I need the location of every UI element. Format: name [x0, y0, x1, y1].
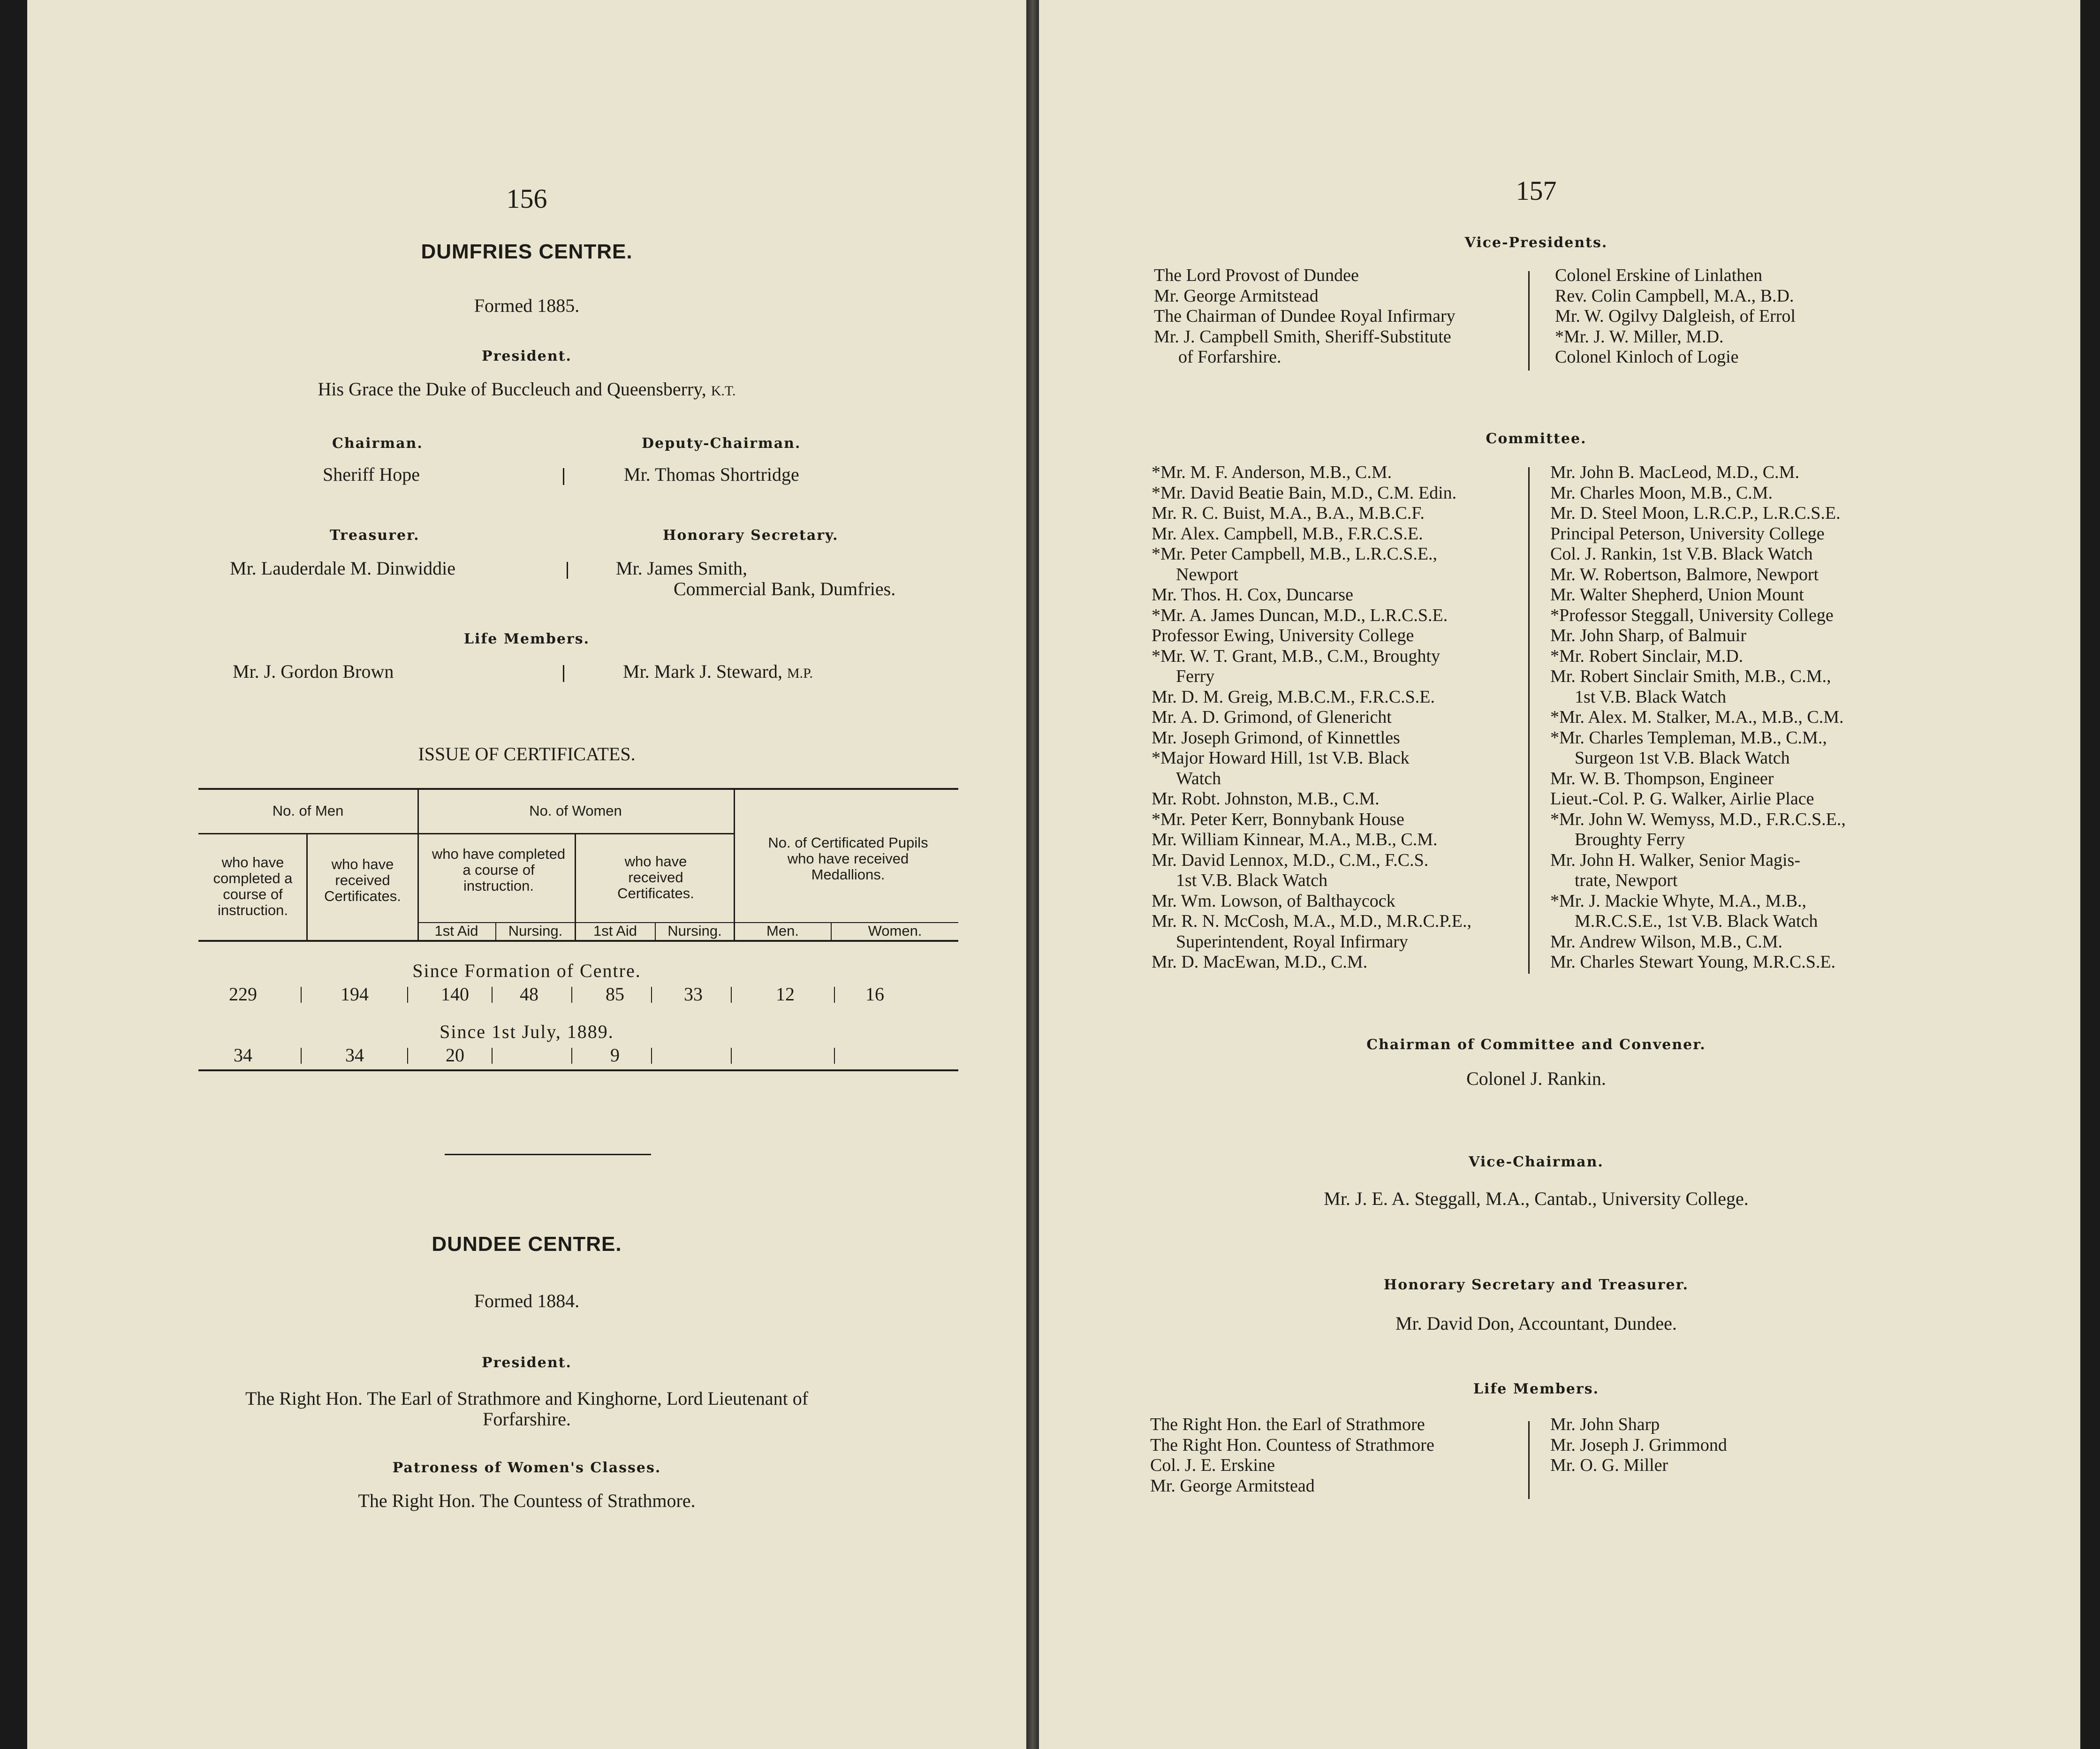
cell: 48: [520, 984, 538, 1005]
committee-right-list: [1550, 462, 1846, 973]
header-no-of-women: No. of Women: [529, 803, 622, 819]
list-item: Newport: [1176, 564, 1238, 584]
left-page: [27, 0, 1026, 1749]
dundee-formed: Formed 1884.: [474, 1290, 580, 1311]
right-page: [1039, 0, 2080, 1749]
list-item: Mr. John Sharp: [1550, 1415, 1660, 1434]
list-item: Watch: [1176, 768, 1221, 788]
list-item: *Professor Steggall, University College: [1550, 605, 1834, 625]
list-item: *Mr. J. W. Miller, M.D.: [1555, 326, 1724, 347]
dumfries-president: His Grace the Duke of Buccleuch and Queensberry, K.T.: [318, 379, 736, 400]
list-item: Mr. George Armitstead: [1154, 286, 1319, 306]
dumfries-president-heading: President.: [482, 348, 572, 364]
secretary: Mr. David Don, Accountant, Dundee.: [1395, 1313, 1677, 1334]
list-item: The Lord Provost of Dundee: [1154, 265, 1359, 285]
sub-nursing: Nursing.: [508, 923, 563, 939]
list-item: *Major Howard Hill, 1st V.B. Black: [1152, 748, 1410, 768]
dumfries-treasurer: Mr. Lauderdale M. Dinwiddie: [230, 558, 455, 579]
list-item: 1st V.B. Black Watch: [1176, 871, 1328, 890]
list-item: *Mr. Charles Templeman, M.B., C.M.,: [1550, 727, 1827, 748]
list-item: Mr. Charles Moon, M.B., C.M.: [1550, 483, 1773, 503]
list-item: Ferry: [1176, 666, 1215, 686]
list-item: of Forfarshire.: [1178, 347, 1281, 367]
divider: [563, 665, 564, 682]
header-women-completed: who have completed a course of instruction.: [432, 846, 566, 894]
list-item: Mr. W. Ogilvy Dalgleish, of Errol: [1555, 306, 1796, 326]
list-item: Mr. Robert Sinclair Smith, M.B., C.M.,: [1550, 666, 1831, 686]
dundee-title: DUNDEE CENTRE.: [432, 1233, 622, 1256]
list-item: Superintendent, Royal Infirmary: [1176, 931, 1408, 952]
vice-chairman-heading: Vice-Chairman.: [1469, 1154, 1604, 1170]
patroness-heading: Patroness of Women's Classes.: [392, 1460, 661, 1476]
list-item: Mr. George Armitstead: [1150, 1476, 1315, 1496]
list-item: Mr. Alex. Campbell, M.B., F.R.C.S.E.: [1152, 523, 1423, 544]
list-item: Lieut.-Col. P. G. Walker, Airlie Place: [1550, 789, 1814, 809]
cell: 9: [610, 1045, 620, 1066]
list-item: *Mr. Peter Kerr, Bonnybank House: [1152, 809, 1404, 829]
list-item: Mr. R. N. McCosh, M.A., M.D., M.R.C.P.E.,: [1152, 911, 1471, 931]
dundee-president-line1: The Right Hon. The Earl of Strathmore and Kinghorne, Lord Lieutenant of: [245, 1388, 809, 1409]
list-item: Mr. W. B. Thompson, Engineer: [1550, 768, 1774, 788]
column-divider: [1528, 271, 1530, 371]
dumfries-secretary-heading: Honorary Secretary.: [663, 527, 839, 544]
cell: 16: [865, 984, 884, 1005]
header-men-completed: who have completed a course of instruction.: [213, 854, 293, 918]
section-divider: [445, 1154, 651, 1155]
dumfries-secretary-line1: Mr. James Smith,: [616, 558, 748, 579]
list-item: Mr. Walter Shepherd, Union Mount: [1550, 585, 1804, 605]
dumfries-deputy: Mr. Thomas Shortridge: [624, 464, 799, 485]
dumfries-chairman: Sheriff Hope: [323, 464, 420, 485]
dumfries-life-heading: Life Members.: [463, 631, 590, 647]
dundee-president-heading: President.: [482, 1355, 572, 1371]
dumfries-secretary-line2: Commercial Bank, Dumfries.: [674, 578, 896, 599]
list-item: M.R.C.S.E., 1st V.B. Black Watch: [1575, 911, 1818, 931]
secretary-heading: Honorary Secretary and Treasurer.: [1383, 1277, 1689, 1293]
list-item: Mr. Andrew Wilson, M.B., C.M.: [1550, 931, 1782, 952]
cell: 12: [776, 984, 795, 1005]
list-item: 1st V.B. Black Watch: [1575, 687, 1727, 707]
list-item: trate, Newport: [1575, 871, 1678, 890]
list-item: Mr. O. G. Miller: [1550, 1455, 1668, 1475]
list-item: Principal Peterson, University College: [1550, 523, 1825, 544]
vice-presidents-left-list: [1154, 265, 1456, 368]
list-item: Mr. D. M. Greig, M.B.C.M., F.R.C.S.E.: [1152, 687, 1435, 707]
list-item: Rev. Colin Campbell, M.A., B.D.: [1555, 286, 1794, 306]
list-item: Colonel Kinloch of Logie: [1555, 347, 1739, 367]
dumfries-treasurer-heading: Treasurer.: [330, 527, 420, 544]
list-item: *Mr. A. James Duncan, M.D., L.R.C.S.E.: [1152, 605, 1448, 625]
dumfries-life-left: Mr. J. Gordon Brown: [233, 661, 394, 682]
list-item: *Mr. Peter Campbell, M.B., L.R.C.S.E.,: [1152, 544, 1438, 564]
list-item: Professor Ewing, University College: [1152, 626, 1414, 645]
vice-presidents-heading: Vice-Presidents.: [1464, 235, 1608, 251]
cell: 20: [446, 1045, 464, 1066]
cell: 34: [345, 1045, 364, 1066]
committee-left-list: [1152, 462, 1471, 973]
dumfries-life-right: Mr. Mark J. Steward, M.P.: [623, 661, 813, 682]
dumfries-chairman-heading: Chairman.: [332, 435, 423, 452]
header-women-received: who have received Certificates.: [617, 853, 694, 901]
header-no-of-men: No. of Men: [272, 803, 344, 819]
list-item: The Right Hon. the Earl of Strathmore: [1150, 1415, 1425, 1434]
since-july-label: Since 1st July, 1889.: [440, 1021, 614, 1042]
list-item: Mr. John B. MacLeod, M.D., C.M.: [1550, 462, 1799, 482]
list-item: Mr. D. MacEwan, M.D., C.M.: [1152, 952, 1368, 972]
list-item: Mr. William Kinnear, M.A., M.B., C.M.: [1152, 830, 1438, 849]
list-item: Mr. John H. Walker, Senior Magis-: [1550, 850, 1801, 870]
list-item: Mr. D. Steel Moon, L.R.C.P., L.R.C.S.E.: [1550, 503, 1841, 523]
cell: 194: [341, 984, 369, 1005]
dumfries-deputy-heading: Deputy-Chairman.: [642, 435, 801, 452]
committee-heading: Committee.: [1486, 431, 1587, 447]
list-item: Mr. Joseph J. Grimmond: [1550, 1435, 1727, 1455]
list-item: *Mr. Alex. M. Stalker, M.A., M.B., C.M.: [1550, 707, 1844, 727]
list-item: *Mr. W. T. Grant, M.B., C.M., Broughty: [1152, 646, 1440, 666]
list-item: Mr. A. D. Grimond, of Glenericht: [1152, 707, 1392, 727]
sub-nursing: Nursing.: [667, 923, 722, 939]
divider: [563, 468, 564, 485]
list-item: Mr. Thos. H. Cox, Duncarse: [1152, 585, 1353, 605]
cell: 34: [234, 1045, 252, 1066]
list-item: Mr. John Sharp, of Balmuir: [1550, 626, 1746, 645]
list-item: *Mr. Robert Sinclair, M.D.: [1550, 646, 1744, 666]
book-gutter: [1026, 0, 1039, 1749]
list-item: Mr. W. Robertson, Balmore, Newport: [1550, 564, 1819, 584]
page-number: 156: [506, 183, 547, 214]
sub-1st-aid: 1st Aid: [434, 923, 478, 939]
list-item: The Right Hon. Countess of Strathmore: [1150, 1435, 1434, 1455]
list-item: Mr. R. C. Buist, M.A., B.A., M.B.C.F.: [1152, 503, 1425, 523]
column-divider: [1528, 1421, 1530, 1499]
list-item: Col. J. Rankin, 1st V.B. Black Watch: [1550, 544, 1813, 564]
dumfries-formed: Formed 1885.: [474, 295, 580, 316]
life-members-heading: Life Members.: [1473, 1381, 1600, 1397]
list-item: Mr. Joseph Grimond, of Kinnettles: [1152, 727, 1400, 748]
life-members-right-list: [1550, 1415, 1727, 1476]
list-item: Mr. Charles Stewart Young, M.R.C.S.E.: [1550, 952, 1836, 972]
sub-men: Men.: [766, 923, 799, 939]
cell: 229: [229, 984, 257, 1005]
cell: 140: [441, 984, 469, 1005]
list-item: *Mr. M. F. Anderson, M.B., C.M.: [1152, 462, 1392, 482]
list-item: The Chairman of Dundee Royal Infirmary: [1154, 306, 1456, 326]
list-item: Colonel Erskine of Linlathen: [1555, 265, 1763, 285]
list-item: Surgeon 1st V.B. Black Watch: [1575, 748, 1790, 768]
column-divider: [1528, 467, 1530, 974]
list-item: Broughty Ferry: [1575, 830, 1685, 849]
patroness: The Right Hon. The Countess of Strathmore.: [358, 1490, 696, 1511]
page-number: 157: [1516, 175, 1557, 206]
header-men-received: who have received Certificates.: [324, 856, 401, 904]
since-formation-label: Since Formation of Centre.: [412, 960, 641, 981]
chairman: Colonel J. Rankin.: [1466, 1068, 1606, 1089]
list-item: *Mr. John W. Wemyss, M.D., F.R.C.S.E.,: [1550, 809, 1846, 829]
list-item: Mr. Wm. Lowson, of Balthaycock: [1152, 891, 1395, 911]
list-item: *Mr. J. Mackie Whyte, M.A., M.B.,: [1550, 891, 1807, 911]
chairman-heading: Chairman of Committee and Convener.: [1366, 1037, 1706, 1053]
dumfries-title: DUMFRIES CENTRE.: [421, 240, 633, 263]
list-item: Mr. J. Campbell Smith, Sheriff-Substitute: [1154, 326, 1451, 347]
certificates-title: ISSUE OF CERTIFICATES.: [418, 743, 636, 765]
cell: 85: [606, 984, 624, 1005]
list-item: Col. J. E. Erskine: [1150, 1455, 1275, 1475]
header-medallions: No. of Certificated Pupils who have received Medallions.: [768, 834, 928, 883]
cell: 33: [684, 984, 703, 1005]
vice-presidents-right-list: [1555, 265, 1796, 368]
dundee-president-line2: Forfarshire.: [483, 1408, 571, 1430]
sub-women: Women.: [868, 923, 922, 939]
life-members-left-list: [1150, 1415, 1434, 1496]
list-item: Mr. Robt. Johnston, M.B., C.M.: [1152, 789, 1380, 809]
vice-chairman: Mr. J. E. A. Steggall, M.A., Cantab., University College.: [1324, 1188, 1749, 1209]
sub-1st-aid: 1st Aid: [593, 923, 637, 939]
divider: [567, 562, 568, 579]
list-item: Mr. David Lennox, M.D., C.M., F.C.S.: [1152, 850, 1429, 870]
list-item: *Mr. David Beatie Bain, M.D., C.M. Edin.: [1152, 483, 1457, 503]
